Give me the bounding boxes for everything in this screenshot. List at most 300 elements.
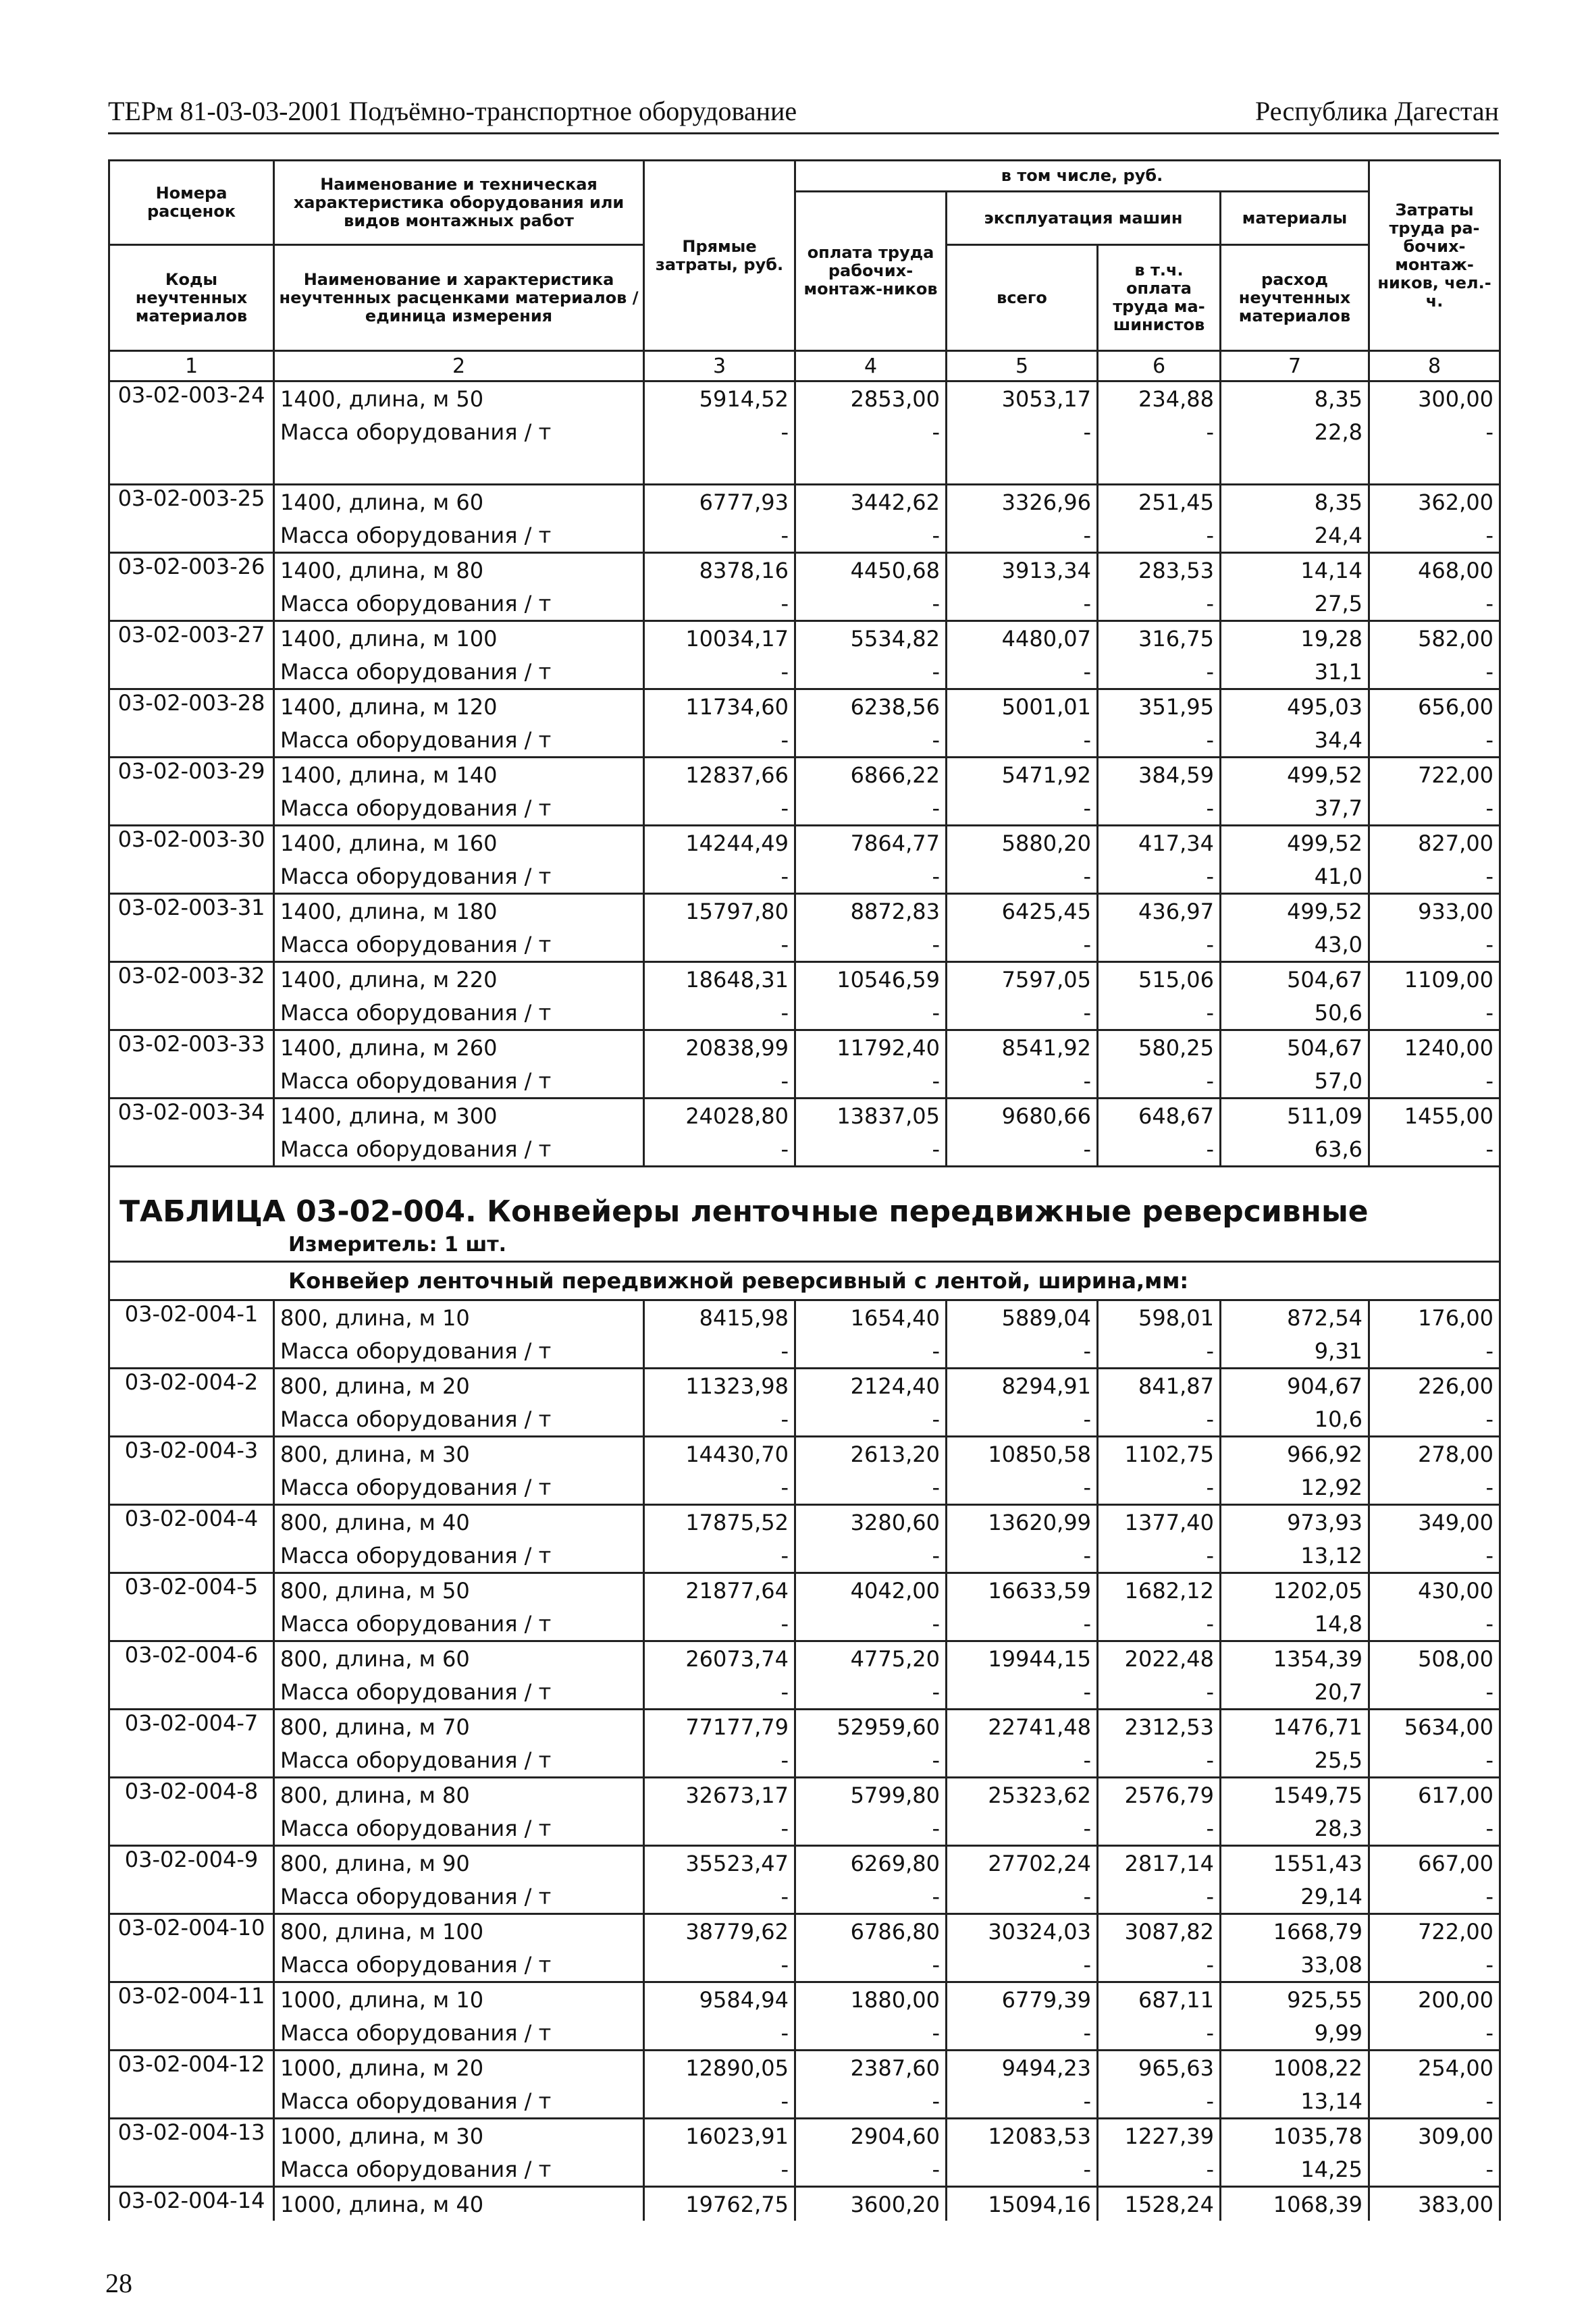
table-row — [109, 1505, 1500, 1573]
labor-pay: 4775,20 — [795, 1641, 947, 1676]
machines-total: 6425,45 — [947, 894, 1098, 928]
dash: - — [1098, 1948, 1221, 1982]
dash: - — [1369, 860, 1500, 894]
table-row — [109, 1778, 1500, 1846]
column-number: 2 — [274, 351, 644, 381]
table-row — [109, 553, 1500, 621]
work-name: 800, длина, м 10 — [274, 1300, 644, 1335]
machinists-pay: 351,95 — [1098, 689, 1221, 724]
dash: - — [947, 1402, 1098, 1437]
equipment-mass-label: Масса оборудования / т — [274, 655, 644, 689]
equipment-mass: 12,92 — [1221, 1471, 1369, 1505]
labor-pay: 11792,40 — [795, 1030, 947, 1065]
materials-cost: 1476,71 — [1221, 1710, 1369, 1744]
machines-total: 4480,07 — [947, 621, 1098, 656]
header-materials: материалы — [1221, 192, 1369, 245]
table-row — [109, 1982, 1500, 2051]
equipment-mass: 22,8 — [1221, 415, 1369, 448]
dash: - — [947, 587, 1098, 621]
column-numbers-row — [109, 351, 1500, 381]
labor-pay: 3600,20 — [795, 2187, 947, 2221]
dash: - — [644, 860, 795, 894]
materials-cost: 1008,22 — [1221, 2051, 1369, 2085]
table-row — [109, 1846, 1500, 1914]
dash: - — [947, 1812, 1098, 1846]
dash: - — [947, 415, 1098, 448]
work-name: 800, длина, м 100 — [274, 1914, 644, 1949]
table-header — [109, 161, 1500, 381]
header-labor-pay: оплата труда рабочих-монтаж-ников — [795, 192, 947, 351]
labor-pay: 3442,62 — [795, 485, 947, 519]
machines-total: 27702,24 — [947, 1846, 1098, 1880]
machinists-pay: 1377,40 — [1098, 1505, 1221, 1539]
dash: - — [947, 1675, 1098, 1710]
header-material-name: Наименование и характеристика неучтенных расценками материалов / единица измерения — [274, 245, 644, 351]
dash: - — [1098, 791, 1221, 826]
equipment-mass: 57,0 — [1221, 1064, 1369, 1099]
column-number: 6 — [1098, 351, 1221, 381]
work-name: 800, длина, м 50 — [274, 1573, 644, 1608]
dash: - — [947, 1743, 1098, 1778]
machines-total: 5880,20 — [947, 826, 1098, 860]
section-measure: Измеритель: 1 шт. — [288, 1233, 506, 1257]
machines-total: 5471,92 — [947, 758, 1098, 792]
dash: - — [947, 655, 1098, 689]
dash: - — [1369, 928, 1500, 962]
dash: - — [947, 2084, 1098, 2119]
dash: - — [947, 1607, 1098, 1641]
labor-hours: 200,00 — [1369, 1982, 1500, 2017]
work-name: 1400, длина, м 50 — [274, 381, 644, 416]
equipment-mass: 37,7 — [1221, 791, 1369, 826]
dash: - — [644, 2153, 795, 2187]
equipment-mass: 24,4 — [1221, 519, 1369, 553]
machines-total: 10850,58 — [947, 1437, 1098, 1471]
direct-costs: 19762,75 — [644, 2187, 795, 2221]
materials-cost: 1035,78 — [1221, 2119, 1369, 2153]
page-header — [108, 95, 1499, 134]
machinists-pay: 580,25 — [1098, 1030, 1221, 1065]
table-row — [109, 2051, 1500, 2119]
materials-cost: 1549,75 — [1221, 1778, 1369, 1812]
labor-hours: 1109,00 — [1369, 962, 1500, 997]
machinists-pay: 1528,24 — [1098, 2187, 1221, 2221]
rates-table-wrapper — [108, 159, 1499, 2221]
equipment-mass-label: Масса оборудования / т — [274, 1471, 644, 1505]
machinists-pay: 417,34 — [1098, 826, 1221, 860]
dash: - — [795, 723, 947, 758]
column-number: 4 — [795, 351, 947, 381]
dash: - — [947, 519, 1098, 553]
dash: - — [795, 1402, 947, 1437]
header-material-usage: расход неучтенных материалов — [1221, 245, 1369, 351]
labor-hours: 1240,00 — [1369, 1030, 1500, 1065]
rate-code: 03-02-003-28 — [109, 689, 274, 758]
work-name: 1400, длина, м 260 — [274, 1030, 644, 1065]
machines-total: 16633,59 — [947, 1573, 1098, 1608]
materials-cost: 966,92 — [1221, 1437, 1369, 1471]
dash: - — [1369, 1880, 1500, 1914]
dash: - — [644, 928, 795, 962]
machines-total: 12083,53 — [947, 2119, 1098, 2153]
machinists-pay: 1102,75 — [1098, 1437, 1221, 1471]
equipment-mass: 41,0 — [1221, 860, 1369, 894]
dash: - — [1098, 587, 1221, 621]
header-machines-total: всего — [947, 245, 1098, 351]
table-row — [109, 381, 1500, 485]
table-row — [109, 1710, 1500, 1778]
dash: - — [1369, 1471, 1500, 1505]
equipment-mass-label: Масса оборудования / т — [274, 519, 644, 553]
section-title: ТАБЛИЦА 03-02-004. Конвейеры ленточные передвижные реверсивные — [109, 1167, 1500, 1234]
work-name: 1000, длина, м 40 — [274, 2187, 644, 2221]
work-name: 1000, длина, м 20 — [274, 2051, 644, 2085]
dash: - — [1098, 1675, 1221, 1710]
dash: - — [644, 1539, 795, 1573]
equipment-mass-label: Масса оборудования / т — [274, 1675, 644, 1710]
dash: - — [947, 723, 1098, 758]
dash: - — [1098, 1064, 1221, 1099]
dash: - — [947, 791, 1098, 826]
dash: - — [644, 1675, 795, 1710]
machinists-pay: 648,67 — [1098, 1099, 1221, 1133]
dash: - — [1369, 1064, 1500, 1099]
machines-total: 25323,62 — [947, 1778, 1098, 1812]
dash: - — [795, 1132, 947, 1167]
machinists-pay: 2022,48 — [1098, 1641, 1221, 1676]
dash: - — [795, 2084, 947, 2119]
labor-hours: 383,00 — [1369, 2187, 1500, 2221]
direct-costs: 35523,47 — [644, 1846, 795, 1880]
labor-hours: 617,00 — [1369, 1778, 1500, 1812]
work-name: 800, длина, м 70 — [274, 1710, 644, 1744]
labor-hours: 667,00 — [1369, 1846, 1500, 1880]
labor-hours: 468,00 — [1369, 553, 1500, 587]
rate-code: 03-02-003-26 — [109, 553, 274, 621]
header-including: в том числе, руб. — [795, 161, 1369, 192]
equipment-mass-label: Масса оборудования / т — [274, 415, 644, 448]
header-machines: эксплуатация машин — [947, 192, 1221, 245]
direct-costs: 26073,74 — [644, 1641, 795, 1676]
rate-code: 03-02-004-6 — [109, 1641, 274, 1710]
materials-cost: 1068,39 — [1221, 2187, 1369, 2221]
table-row — [109, 689, 1500, 758]
equipment-mass: 20,7 — [1221, 1675, 1369, 1710]
direct-costs: 14430,70 — [644, 1437, 795, 1471]
header-work-name: Наименование и техническая характеристика оборудования или видов монтажных работ — [274, 161, 644, 245]
materials-cost: 1551,43 — [1221, 1846, 1369, 1880]
rate-code: 03-02-004-3 — [109, 1437, 274, 1505]
machines-total: 9680,66 — [947, 1099, 1098, 1133]
machines-total: 8541,92 — [947, 1030, 1098, 1065]
dash: - — [795, 928, 947, 962]
rate-code: 03-02-003-34 — [109, 1099, 274, 1167]
equipment-mass-label: Масса оборудования / т — [274, 2084, 644, 2119]
rate-code: 03-02-003-30 — [109, 826, 274, 894]
machinists-pay: 2817,14 — [1098, 1846, 1221, 1880]
labor-pay: 2904,60 — [795, 2119, 947, 2153]
dash: - — [1098, 2153, 1221, 2187]
dash: - — [644, 1064, 795, 1099]
table-row — [109, 1099, 1500, 1167]
equipment-mass: 33,08 — [1221, 1948, 1369, 1982]
column-number: 8 — [1369, 351, 1500, 381]
labor-pay: 5799,80 — [795, 1778, 947, 1812]
labor-hours: 309,00 — [1369, 2119, 1500, 2153]
table-row — [109, 962, 1500, 1030]
labor-hours: 278,00 — [1369, 1437, 1500, 1471]
labor-pay: 7864,77 — [795, 826, 947, 860]
labor-hours: 430,00 — [1369, 1573, 1500, 1608]
direct-costs: 20838,99 — [644, 1030, 795, 1065]
dash: - — [644, 519, 795, 553]
labor-hours: 254,00 — [1369, 2051, 1500, 2085]
direct-costs: 77177,79 — [644, 1710, 795, 1744]
dash: - — [1098, 519, 1221, 553]
labor-pay: 1654,40 — [795, 1300, 947, 1335]
labor-hours: 722,00 — [1369, 1914, 1500, 1949]
dash: - — [644, 723, 795, 758]
dash: - — [795, 1948, 947, 1982]
equipment-mass: 27,5 — [1221, 587, 1369, 621]
equipment-mass: 25,5 — [1221, 1743, 1369, 1778]
labor-hours: 1455,00 — [1369, 1099, 1500, 1133]
direct-costs: 12837,66 — [644, 758, 795, 792]
rate-code: 03-02-004-9 — [109, 1846, 274, 1914]
rate-code: 03-02-004-4 — [109, 1505, 274, 1573]
rate-code: 03-02-004-11 — [109, 1982, 274, 2051]
dash: - — [795, 1471, 947, 1505]
table-row — [109, 1369, 1500, 1437]
work-name: 1400, длина, м 60 — [274, 485, 644, 519]
direct-costs: 15797,80 — [644, 894, 795, 928]
table-row — [109, 894, 1500, 962]
direct-costs: 21877,64 — [644, 1573, 795, 1608]
machines-total: 30324,03 — [947, 1914, 1098, 1949]
machines-total: 15094,16 — [947, 2187, 1098, 2221]
labor-hours: 5634,00 — [1369, 1710, 1500, 1744]
machines-total: 3326,96 — [947, 485, 1098, 519]
section-header — [109, 1167, 1500, 1300]
table-row — [109, 1030, 1500, 1099]
dash: - — [644, 996, 795, 1030]
equipment-mass-label: Масса оборудования / т — [274, 1743, 644, 1778]
equipment-mass-label: Масса оборудования / т — [274, 1334, 644, 1369]
direct-costs: 38779,62 — [644, 1914, 795, 1949]
dash: - — [644, 1402, 795, 1437]
dash: - — [1098, 1471, 1221, 1505]
dash: - — [947, 1064, 1098, 1099]
materials-cost: 19,28 — [1221, 621, 1369, 656]
header-direct-costs: Прямые затраты, руб. — [644, 161, 795, 351]
table-row — [109, 2187, 1500, 2221]
rate-code: 03-02-004-5 — [109, 1573, 274, 1641]
region-name: Республика Дагестан — [1255, 96, 1499, 126]
labor-hours: 827,00 — [1369, 826, 1500, 860]
table-row — [109, 1300, 1500, 1369]
equipment-mass-label: Масса оборудования / т — [274, 860, 644, 894]
direct-costs: 5914,52 — [644, 381, 795, 416]
equipment-mass: 43,0 — [1221, 928, 1369, 962]
dash: - — [795, 1539, 947, 1573]
dash: - — [1369, 415, 1500, 448]
rate-code: 03-02-004-7 — [109, 1710, 274, 1778]
machinists-pay: 283,53 — [1098, 553, 1221, 587]
work-name: 1400, длина, м 140 — [274, 758, 644, 792]
column-number: 1 — [109, 351, 274, 381]
work-name: 1400, длина, м 160 — [274, 826, 644, 860]
labor-hours: 300,00 — [1369, 381, 1500, 416]
rate-code: 03-02-004-8 — [109, 1778, 274, 1846]
table-row — [109, 485, 1500, 553]
group-title: Конвейер ленточный передвижной реверсивный с лентой, ширина,мм: — [109, 1262, 1500, 1300]
dash: - — [795, 2153, 947, 2187]
direct-costs: 10034,17 — [644, 621, 795, 656]
dash: - — [644, 415, 795, 448]
materials-cost: 495,03 — [1221, 689, 1369, 724]
machines-total: 5001,01 — [947, 689, 1098, 724]
labor-hours: 508,00 — [1369, 1641, 1500, 1676]
equipment-mass: 31,1 — [1221, 655, 1369, 689]
work-name: 800, длина, м 80 — [274, 1778, 644, 1812]
work-name: 800, длина, м 40 — [274, 1505, 644, 1539]
dash: - — [1369, 1402, 1500, 1437]
direct-costs: 9584,94 — [644, 1982, 795, 2017]
column-number: 3 — [644, 351, 795, 381]
dash: - — [644, 1743, 795, 1778]
labor-pay: 13837,05 — [795, 1099, 947, 1133]
equipment-mass-label: Масса оборудования / т — [274, 1402, 644, 1437]
dash: - — [1369, 587, 1500, 621]
table-row — [109, 1914, 1500, 1982]
work-name: 1400, длина, м 120 — [274, 689, 644, 724]
dash: - — [1098, 415, 1221, 448]
dash: - — [1098, 860, 1221, 894]
header-labor-hours: Затраты труда ра-бочих-монтаж-ников, чел.-ч. — [1369, 161, 1500, 351]
table-row — [109, 2119, 1500, 2187]
rate-code: 03-02-004-1 — [109, 1300, 274, 1369]
table-row — [109, 1641, 1500, 1710]
rate-code: 03-02-003-25 — [109, 485, 274, 553]
materials-cost: 1354,39 — [1221, 1641, 1369, 1676]
materials-cost: 1668,79 — [1221, 1914, 1369, 1949]
rate-code: 03-02-003-31 — [109, 894, 274, 962]
rate-code: 03-02-004-12 — [109, 2051, 274, 2119]
header-rate-numbers: Номера расценок — [109, 161, 274, 245]
labor-pay: 2387,60 — [795, 2051, 947, 2085]
labor-hours: 176,00 — [1369, 1300, 1500, 1335]
dash: - — [795, 1812, 947, 1846]
dash: - — [644, 1880, 795, 1914]
table-row — [109, 1437, 1500, 1505]
machinists-pay: 598,01 — [1098, 1300, 1221, 1335]
labor-pay: 6238,56 — [795, 689, 947, 724]
equipment-mass: 28,3 — [1221, 1812, 1369, 1846]
direct-costs: 11734,60 — [644, 689, 795, 724]
labor-pay: 2613,20 — [795, 1437, 947, 1471]
equipment-mass: 63,6 — [1221, 1132, 1369, 1167]
machinists-pay: 1682,12 — [1098, 1573, 1221, 1608]
equipment-mass: 13,12 — [1221, 1539, 1369, 1573]
machines-total: 3913,34 — [947, 553, 1098, 587]
equipment-mass-label: Масса оборудования / т — [274, 1880, 644, 1914]
work-name: 800, длина, м 30 — [274, 1437, 644, 1471]
equipment-mass: 34,4 — [1221, 723, 1369, 758]
dash: - — [644, 1812, 795, 1846]
dash: - — [1098, 1539, 1221, 1573]
machines-total: 19944,15 — [947, 1641, 1098, 1676]
equipment-mass-label: Масса оборудования / т — [274, 587, 644, 621]
labor-hours: 656,00 — [1369, 689, 1500, 724]
labor-pay: 2853,00 — [795, 381, 947, 416]
labor-hours: 722,00 — [1369, 758, 1500, 792]
labor-pay: 8872,83 — [795, 894, 947, 928]
dash: - — [795, 1880, 947, 1914]
work-name: 1000, длина, м 30 — [274, 2119, 644, 2153]
machines-total: 22741,48 — [947, 1710, 1098, 1744]
dash: - — [644, 655, 795, 689]
dash: - — [644, 2084, 795, 2119]
dash: - — [1098, 2016, 1221, 2051]
dash: - — [1369, 2016, 1500, 2051]
equipment-mass-label: Масса оборудования / т — [274, 1132, 644, 1167]
rate-code: 03-02-003-27 — [109, 621, 274, 689]
direct-costs: 8378,16 — [644, 553, 795, 587]
work-name: 1400, длина, м 300 — [274, 1099, 644, 1133]
dash: - — [1369, 1675, 1500, 1710]
direct-costs: 8415,98 — [644, 1300, 795, 1335]
equipment-mass: 9,31 — [1221, 1334, 1369, 1369]
equipment-mass-label: Масса оборудования / т — [274, 1948, 644, 1982]
machines-total: 9494,23 — [947, 2051, 1098, 2085]
direct-costs: 14244,49 — [644, 826, 795, 860]
machinists-pay: 251,45 — [1098, 485, 1221, 519]
table-row — [109, 621, 1500, 689]
labor-pay: 4042,00 — [795, 1573, 947, 1608]
dash: - — [1369, 723, 1500, 758]
dash: - — [1369, 1539, 1500, 1573]
table-row — [109, 758, 1500, 826]
work-name: 800, длина, м 20 — [274, 1369, 644, 1403]
labor-hours: 226,00 — [1369, 1369, 1500, 1403]
header-machinists-pay: в т.ч. оплата труда ма-шинистов — [1098, 245, 1221, 351]
rate-code: 03-02-003-32 — [109, 962, 274, 1030]
rate-code: 03-02-004-10 — [109, 1914, 274, 1982]
dash: - — [947, 1471, 1098, 1505]
machinists-pay: 436,97 — [1098, 894, 1221, 928]
labor-pay: 6786,80 — [795, 1914, 947, 1949]
labor-hours: 349,00 — [1369, 1505, 1500, 1539]
dash: - — [1369, 655, 1500, 689]
equipment-mass-label: Масса оборудования / т — [274, 928, 644, 962]
dash: - — [947, 996, 1098, 1030]
machinists-pay: 841,87 — [1098, 1369, 1221, 1403]
page-number: 28 — [105, 2268, 132, 2298]
dash: - — [1369, 791, 1500, 826]
direct-costs: 17875,52 — [644, 1505, 795, 1539]
rate-code: 03-02-003-33 — [109, 1030, 274, 1099]
work-name: 1400, длина, м 180 — [274, 894, 644, 928]
machinists-pay: 1227,39 — [1098, 2119, 1221, 2153]
rates-table — [108, 159, 1501, 2221]
dash: - — [644, 2016, 795, 2051]
dash: - — [795, 2016, 947, 2051]
equipment-mass-label: Масса оборудования / т — [274, 996, 644, 1030]
materials-cost: 973,93 — [1221, 1505, 1369, 1539]
equipment-mass-label: Масса оборудования / т — [274, 723, 644, 758]
labor-hours: 933,00 — [1369, 894, 1500, 928]
labor-pay: 1880,00 — [795, 1982, 947, 2017]
